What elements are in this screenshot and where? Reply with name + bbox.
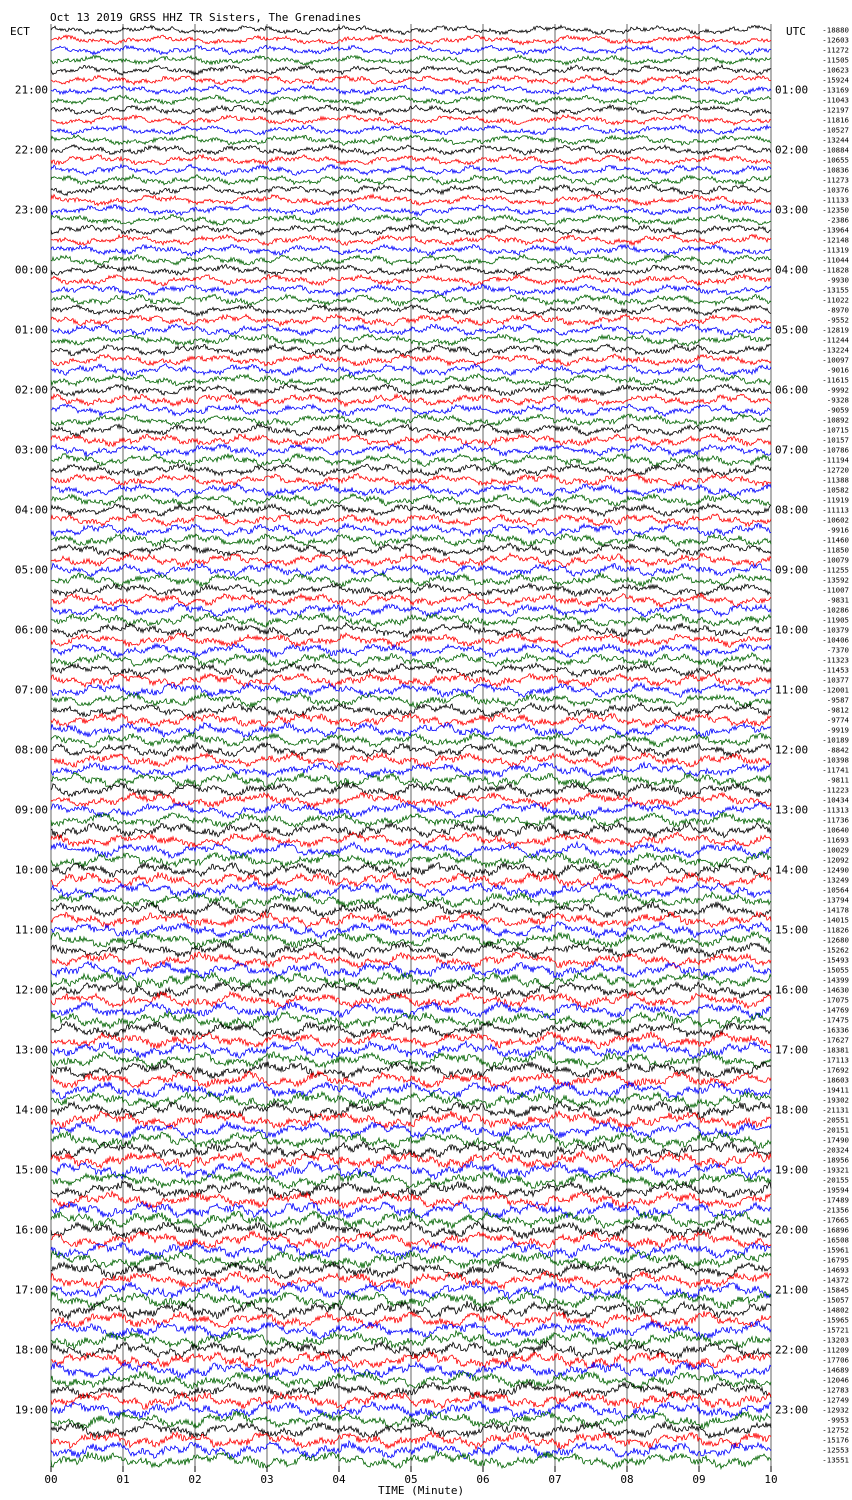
- trace-offset-label: -11905: [822, 615, 849, 625]
- trace-offset-label: -15924: [822, 75, 849, 85]
- trace-offset-label: -13794: [822, 895, 849, 905]
- trace-offset-label: -17475: [822, 1015, 849, 1025]
- trace-offset-label: -11044: [822, 255, 849, 265]
- trace-offset-label: -12720: [822, 465, 849, 475]
- trace-offset-label: -11255: [822, 565, 849, 575]
- left-hour-label: 17:00: [14, 1283, 48, 1297]
- left-hour-label: 12:00: [14, 983, 48, 997]
- trace-offset-label: -11007: [822, 585, 849, 595]
- trace-offset-label: -10406: [822, 635, 849, 645]
- trace-offset-label: -18956: [822, 1155, 849, 1165]
- trace-offset-label: -10892: [822, 415, 849, 425]
- trace-offset-label: -12148: [822, 235, 849, 245]
- trace-offset-label: -10157: [822, 435, 849, 445]
- trace-offset-label: -12752: [822, 1425, 849, 1435]
- right-hour-label: 08:00: [775, 503, 809, 517]
- trace-offset-label: -20151: [822, 1125, 849, 1135]
- trace-offset-label: -10527: [822, 125, 849, 135]
- x-tick-label: 02: [188, 1473, 202, 1486]
- trace-offset-label: -12490: [822, 865, 849, 875]
- left-hour-label: 14:00: [14, 1103, 48, 1117]
- trace-offset-label: -16508: [822, 1235, 849, 1245]
- trace-offset-label: -14630: [822, 985, 849, 995]
- right-hour-label: 13:00: [775, 803, 809, 817]
- right-hour-label: 17:00: [775, 1043, 809, 1057]
- trace-offset-label: -11816: [822, 115, 849, 125]
- trace-offset-label: -19411: [822, 1085, 849, 1095]
- left-hour-label: 08:00: [14, 743, 48, 757]
- trace-offset-label: -10286: [822, 605, 849, 615]
- trace-offset-label: -13169: [822, 85, 849, 95]
- trace-offset-label: -11460: [822, 535, 849, 545]
- trace-offset-label: -11828: [822, 265, 849, 275]
- right-hour-label: 07:00: [775, 443, 809, 457]
- trace-offset-label: -11273: [822, 175, 849, 185]
- trace-offset-label: -17075: [822, 995, 849, 1005]
- trace-offset-label: -12350: [822, 205, 849, 215]
- trace-offset-label: -10836: [822, 165, 849, 175]
- trace-offset-label: -14399: [822, 975, 849, 985]
- trace-offset-label: -9916: [826, 525, 849, 535]
- trace-offset-label: -11826: [822, 925, 849, 935]
- trace-offset-label: -9059: [826, 405, 849, 415]
- x-tick-label: 07: [548, 1473, 562, 1486]
- trace-offset-label: -9016: [826, 365, 849, 375]
- trace-offset-label: -17665: [822, 1215, 849, 1225]
- trace-offset-label: -20551: [822, 1115, 849, 1125]
- trace-offset-label: -18603: [822, 1075, 849, 1085]
- trace-offset-label: -13592: [822, 575, 849, 585]
- trace-offset-label: -10564: [822, 885, 849, 895]
- trace-offset-label: -10640: [822, 825, 849, 835]
- trace-offset-label: -13203: [822, 1335, 849, 1345]
- left-hour-label: 10:00: [14, 863, 48, 877]
- trace-offset-label: -10029: [822, 845, 849, 855]
- trace-offset-label: -13224: [822, 345, 849, 355]
- trace-offset-label: -14178: [822, 905, 849, 915]
- trace-offset-label: -15176: [822, 1435, 849, 1445]
- trace-offset-label: -9811: [826, 775, 849, 785]
- trace-offset-label: -17490: [822, 1135, 849, 1145]
- trace-offset-label: -18880: [822, 25, 849, 35]
- trace-offset-label: -11505: [822, 55, 849, 65]
- trace-offset-label: -10786: [822, 445, 849, 455]
- left-hour-label: 16:00: [14, 1223, 48, 1237]
- left-hour-label: 04:00: [14, 503, 48, 517]
- right-hour-label: 04:00: [775, 263, 809, 277]
- chart-title: Oct 13 2019 GRSS HHZ TR Sisters, The Grenadines: [50, 11, 362, 24]
- trace-offset-label: -15965: [822, 1315, 849, 1325]
- trace-offset-label: -12092: [822, 855, 849, 865]
- trace-offset-label: -11453: [822, 665, 849, 675]
- trace-offset-label: -10623: [822, 65, 849, 75]
- trace-offset-label: -10097: [822, 355, 849, 365]
- trace-offset-label: -15057: [822, 1295, 849, 1305]
- trace-offset-label: -10189: [822, 735, 849, 745]
- trace-offset-label: -11850: [822, 545, 849, 555]
- trace-offset-label: -11388: [822, 475, 849, 485]
- right-hour-label: 02:00: [775, 143, 809, 157]
- trace-offset-label: -11113: [822, 505, 849, 515]
- x-tick-label: 10: [764, 1473, 778, 1486]
- trace-offset-label: -14689: [822, 1365, 849, 1375]
- trace-offset-label: -17113: [822, 1055, 849, 1065]
- trace-offset-label: -11736: [822, 815, 849, 825]
- left-hour-label: 13:00: [14, 1043, 48, 1057]
- right-hour-label: 21:00: [775, 1283, 809, 1297]
- right-hour-label: 11:00: [775, 683, 809, 697]
- right-hour-label: 19:00: [775, 1163, 809, 1177]
- trace-offset-label: -12197: [822, 105, 849, 115]
- left-hour-label: 05:00: [14, 563, 48, 577]
- trace-offset-label: -14693: [822, 1265, 849, 1275]
- trace-offset-label: -9328: [826, 395, 849, 405]
- trace-offset-label: -11615: [822, 375, 849, 385]
- x-tick-label: 04: [332, 1473, 346, 1486]
- trace-offset-label: -10079: [822, 555, 849, 565]
- trace-offset-label: -10655: [822, 155, 849, 165]
- x-tick-label: 05: [404, 1473, 418, 1486]
- trace-offset-label: -11043: [822, 95, 849, 105]
- trace-offset-label: -14802: [822, 1305, 849, 1315]
- trace-offset-label: -11223: [822, 785, 849, 795]
- trace-offset-label: -12046: [822, 1375, 849, 1385]
- trace-offset-label: -16336: [822, 1025, 849, 1035]
- right-hour-label: 16:00: [775, 983, 809, 997]
- trace-offset-label: -12932: [822, 1405, 849, 1415]
- trace-offset-label: -14769: [822, 1005, 849, 1015]
- trace-offset-label: -10376: [822, 185, 849, 195]
- trace-offset-label: -12749: [822, 1395, 849, 1405]
- left-hour-label: 19:00: [14, 1403, 48, 1417]
- x-axis-label: TIME (Minute): [378, 1484, 465, 1497]
- trace-offset-label: -10377: [822, 675, 849, 685]
- left-hour-label: 22:00: [14, 143, 48, 157]
- trace-offset-label: -13244: [822, 135, 849, 145]
- left-hour-label: 23:00: [14, 203, 48, 217]
- trace-offset-label: -11272: [822, 45, 849, 55]
- left-hour-label: 01:00: [14, 323, 48, 337]
- trace-offset-label: -8842: [826, 745, 849, 755]
- x-tick-label: 08: [620, 1473, 634, 1486]
- right-hour-label: 22:00: [775, 1343, 809, 1357]
- x-tick-label: 00: [44, 1473, 58, 1486]
- trace-offset-label: -12603: [822, 35, 849, 45]
- left-hour-label: 09:00: [14, 803, 48, 817]
- offset-labels: [822, 26, 849, 1465]
- trace-offset-label: -9587: [826, 695, 849, 705]
- trace-offset-label: -15493: [822, 955, 849, 965]
- trace-offset-label: -8970: [826, 305, 849, 315]
- trace-offset-label: -14015: [822, 915, 849, 925]
- right-timezone-label: UTC: [786, 25, 806, 38]
- left-hour-label: 03:00: [14, 443, 48, 457]
- x-tick-label: 09: [692, 1473, 706, 1486]
- trace-offset-label: -10434: [822, 795, 849, 805]
- right-hour-label: 09:00: [775, 563, 809, 577]
- trace-offset-label: -15845: [822, 1285, 849, 1295]
- trace-offset-label: -11323: [822, 655, 849, 665]
- right-hour-label: 05:00: [775, 323, 809, 337]
- trace-offset-label: -9930: [826, 275, 849, 285]
- left-hour-label: 07:00: [14, 683, 48, 697]
- trace-offset-label: -9831: [826, 595, 849, 605]
- trace-offset-label: -9552: [826, 315, 849, 325]
- trace-offset-label: -11133: [822, 195, 849, 205]
- trace-offset-label: -16795: [822, 1255, 849, 1265]
- right-hour-label: 01:00: [775, 83, 809, 97]
- trace-offset-label: -20324: [822, 1145, 849, 1155]
- trace-offset-label: -19594: [822, 1185, 849, 1195]
- trace-offset-label: -10715: [822, 425, 849, 435]
- right-hour-label: 06:00: [775, 383, 809, 397]
- trace-offset-label: -11741: [822, 765, 849, 775]
- trace-offset-label: -10379: [822, 625, 849, 635]
- trace-offset-label: -14372: [822, 1275, 849, 1285]
- left-hour-label: 15:00: [14, 1163, 48, 1177]
- x-tick-label: 01: [116, 1473, 130, 1486]
- trace-offset-label: -13249: [822, 875, 849, 885]
- left-hour-label: 11:00: [14, 923, 48, 937]
- trace-offset-label: -9812: [826, 705, 849, 715]
- right-hour-label: 18:00: [775, 1103, 809, 1117]
- trace-offset-label: -13155: [822, 285, 849, 295]
- trace-offset-label: -12680: [822, 935, 849, 945]
- trace-offset-label: -10602: [822, 515, 849, 525]
- trace-offset-label: -17706: [822, 1355, 849, 1365]
- trace-offset-label: -10582: [822, 485, 849, 495]
- trace-offset-label: -12819: [822, 325, 849, 335]
- trace-offset-label: -2386: [826, 215, 849, 225]
- right-hour-label: 20:00: [775, 1223, 809, 1237]
- x-tick-label: 03: [260, 1473, 274, 1486]
- trace-offset-label: -11209: [822, 1345, 849, 1355]
- trace-offset-label: -17692: [822, 1065, 849, 1075]
- trace-offset-label: -12001: [822, 685, 849, 695]
- trace-offset-label: -19321: [822, 1165, 849, 1175]
- trace-offset-label: -15961: [822, 1245, 849, 1255]
- right-hour-label: 15:00: [775, 923, 809, 937]
- trace-offset-label: -9953: [826, 1415, 849, 1425]
- trace-offset-label: -15721: [822, 1325, 849, 1335]
- trace-offset-label: -10398: [822, 755, 849, 765]
- trace-offset-label: -11194: [822, 455, 849, 465]
- trace-offset-label: -11313: [822, 805, 849, 815]
- trace-offset-label: -12553: [822, 1445, 849, 1455]
- x-axis-ticks: [44, 1466, 777, 1486]
- trace-offset-label: -13551: [822, 1455, 849, 1465]
- trace-offset-label: -11319: [822, 245, 849, 255]
- right-hour-label: 23:00: [775, 1403, 809, 1417]
- trace-offset-label: -17489: [822, 1195, 849, 1205]
- trace-offset-label: -11244: [822, 335, 849, 345]
- left-hour-label: 02:00: [14, 383, 48, 397]
- left-hour-label: 18:00: [14, 1343, 48, 1357]
- trace-offset-label: -20155: [822, 1175, 849, 1185]
- trace-offset-label: -18381: [822, 1045, 849, 1055]
- trace-offset-label: -19302: [822, 1095, 849, 1105]
- right-hour-label: 12:00: [775, 743, 809, 757]
- trace-offset-label: -7370: [826, 645, 849, 655]
- trace-offset-label: -9774: [826, 715, 849, 725]
- left-hour-label: 06:00: [14, 623, 48, 637]
- trace-offset-label: -13964: [822, 225, 849, 235]
- trace-offset-label: -12783: [822, 1385, 849, 1395]
- x-tick-label: 06: [476, 1473, 490, 1486]
- trace-offset-label: -16896: [822, 1225, 849, 1235]
- left-hour-label: 21:00: [14, 83, 48, 97]
- right-hour-label: 03:00: [775, 203, 809, 217]
- right-hour-label: 14:00: [775, 863, 809, 877]
- minute-grid: [51, 24, 771, 1466]
- trace-offset-label: -11919: [822, 495, 849, 505]
- left-timezone-label: ECT: [10, 25, 30, 38]
- trace-offset-label: -11693: [822, 835, 849, 845]
- trace-offset-label: -15262: [822, 945, 849, 955]
- trace-offset-label: -15055: [822, 965, 849, 975]
- trace-offset-label: -10884: [822, 145, 849, 155]
- trace-offset-label: -11022: [822, 295, 849, 305]
- trace-offset-label: -21356: [822, 1205, 849, 1215]
- trace-offset-label: -21131: [822, 1105, 849, 1115]
- trace-offset-label: -9919: [826, 725, 849, 735]
- trace-offset-label: -17627: [822, 1035, 849, 1045]
- trace-offset-label: -9992: [826, 385, 849, 395]
- left-hour-label: 00:00: [14, 263, 48, 277]
- right-hour-label: 10:00: [775, 623, 809, 637]
